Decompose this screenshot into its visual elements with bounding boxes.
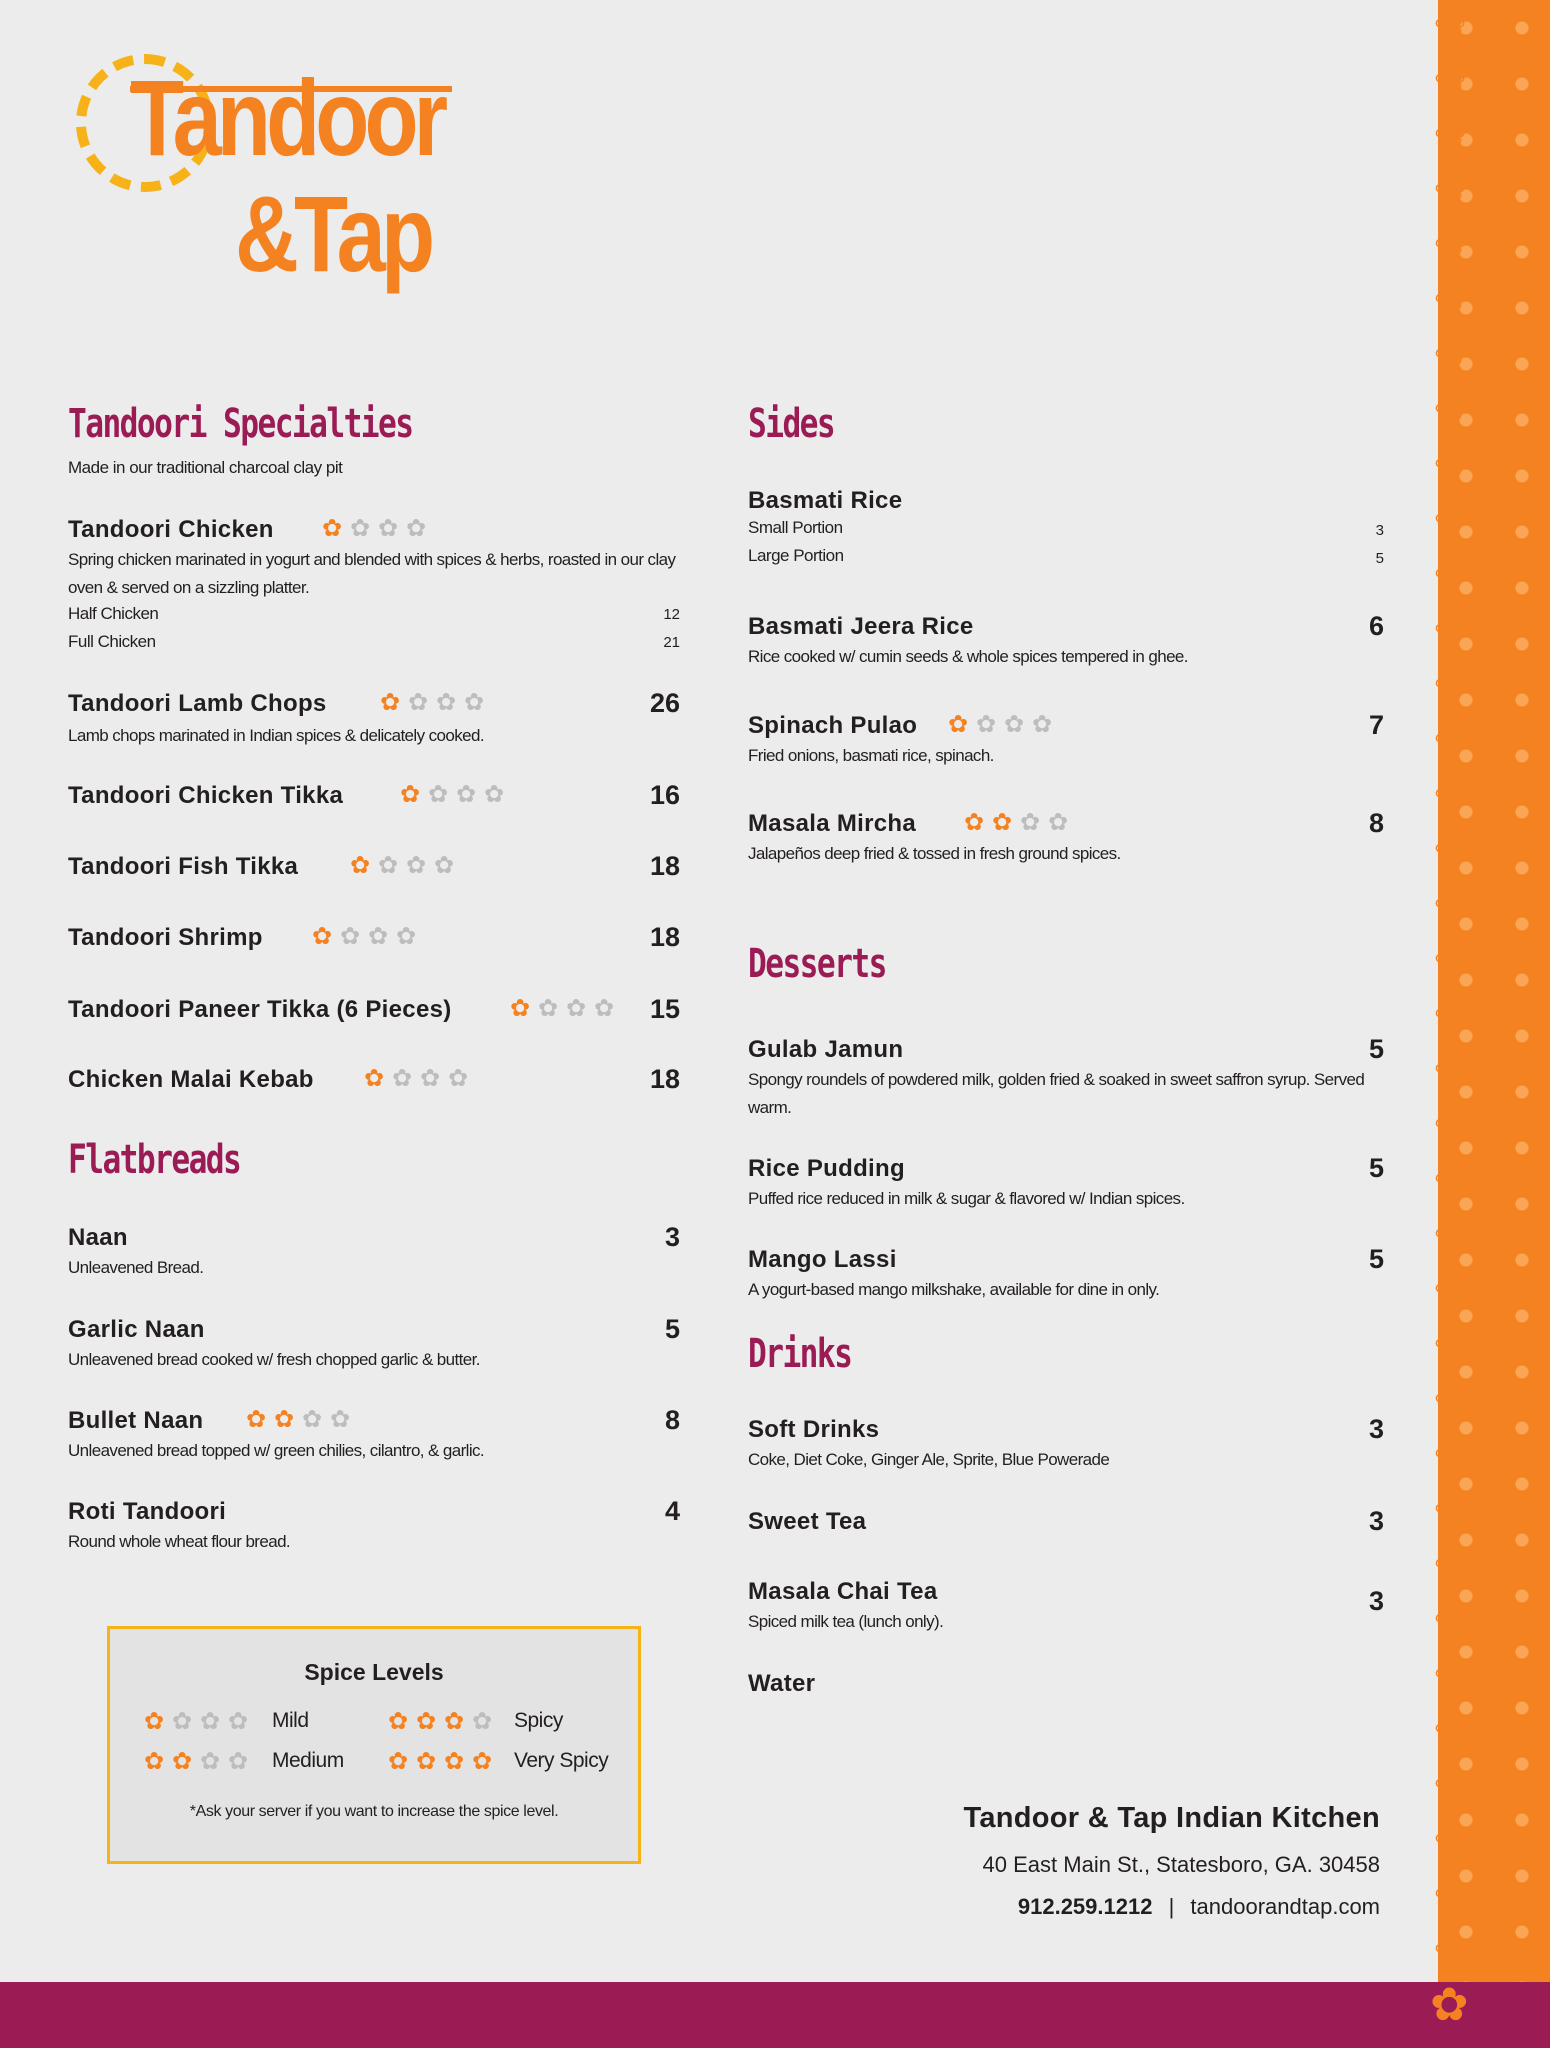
flower-ornament-icon: ❁ [1434,1817,1466,1861]
chili-filled-icon: ✿ [399,780,421,808]
flower-ornament-icon: ❁ [1434,1652,1466,1696]
menu-item-name: Masala Mircha [748,810,916,837]
section-subtitle-tandoori: Made in our traditional charcoal clay pit [68,458,343,477]
menu-item-description: A yogurt-based mango milkshake, available for dine in only. [748,1280,1160,1299]
spice-levels-legend [107,1626,641,1864]
menu-item-description: Spiced milk tea (lunch only). [748,1612,944,1631]
flower-ornament-icon: ❁ [1434,1157,1466,1201]
spice-level-indicator [378,690,490,716]
chili-empty-icon: ✿ [227,1707,249,1735]
chili-empty-icon: ✿ [377,851,399,879]
menu-item-price: 16 [649,780,680,810]
portion-price: 12 [663,606,680,623]
menu-item-description: Fried onions, basmati rice, spinach. [748,746,994,765]
flower-ornament-icon: ❁ [1434,1322,1466,1366]
chili-filled-icon: ✿ [311,922,333,950]
flower-ornament-icon: ❁ [1434,222,1466,266]
chili-empty-icon: ✿ [199,1747,221,1775]
menu-item-price: 15 [649,994,680,1024]
menu-item-name: Tandoori Chicken [68,516,274,543]
chili-empty-icon: ✿ [975,710,997,738]
flower-ornament-icon: ❁ [1434,1542,1466,1586]
chili-empty-icon: ✿ [447,1064,469,1092]
chili-filled-icon: ✿ [387,1747,409,1775]
section-title-desserts: Desserts [748,941,886,987]
menu-item-name: Basmati Rice [748,487,903,514]
logo-text-line2: &Tap [235,173,431,294]
section-title-sides: Sides [748,401,835,447]
menu-item-name: Spinach Pulao [748,712,918,739]
chili-empty-icon: ✿ [377,514,399,542]
flower-ornament-icon: ❁ [1434,772,1466,816]
chili-empty-icon: ✿ [419,1064,441,1092]
menu-item-name: Tandoori Chicken Tikka [68,782,344,809]
restaurant-logo [70,40,470,310]
phone-number[interactable]: 912.259.1212 [1017,1894,1153,1919]
legend-note: *Ask your server if you want to increase the spice level. [189,1803,559,1820]
menu-item-name: Tandoori Shrimp [68,924,263,951]
flower-ornament-icon: ❁ [1434,1102,1466,1146]
flower-ornament-icon: ❁ [1434,1047,1466,1091]
chili-empty-icon: ✿ [483,780,505,808]
flower-ornament-icon: ❁ [1434,552,1466,596]
menu-item-name: Roti Tandoori [68,1498,227,1525]
flower-ornament-icon: ❁ [1434,882,1466,926]
chili-empty-icon: ✿ [593,994,615,1022]
menu-item-price: 3 [1368,1506,1384,1536]
restaurant-contact [1018,1894,1380,1920]
chili-empty-icon: ✿ [391,1064,413,1092]
decorative-flower-strip [1428,0,1472,1990]
menu-item-price: 6 [1368,611,1384,641]
legend-label-very-spicy: Very Spicy [514,1749,609,1772]
portion-label: Large Portion [748,546,844,565]
spice-level-indicator [386,1749,498,1775]
flower-ornament-icon: ❁ [1434,442,1466,486]
menu-item-name: Chicken Malai Kebab [68,1066,314,1093]
chili-filled-icon: ✿ [171,1747,193,1775]
flower-ornament-icon: ❁ [1434,1267,1466,1311]
flower-ornament-icon: ✿ [1430,1977,1469,2031]
flower-ornament-icon: ❁ [1434,277,1466,321]
menu-item-description: Round whole wheat flour bread. [68,1532,291,1551]
flower-ornament-icon: ❁ [1434,167,1466,211]
chili-empty-icon: ✿ [427,780,449,808]
flower-ornament-icon: ❁ [1434,497,1466,541]
chili-empty-icon: ✿ [301,1405,323,1433]
chili-filled-icon: ✿ [443,1747,465,1775]
chili-empty-icon: ✿ [395,922,417,950]
chili-empty-icon: ✿ [435,688,457,716]
spice-level-indicator [244,1407,356,1433]
menu-item-name: Naan [68,1224,128,1251]
section-title-flatbreads: Flatbreads [68,1137,241,1183]
flower-ornament-icon: ❁ [1434,1212,1466,1256]
menu-item-name: Mango Lassi [748,1246,897,1273]
chili-filled-icon: ✿ [509,994,531,1022]
menu-item-price: 5 [1368,1153,1384,1183]
website-link[interactable]: tandoorandtap.com [1190,1894,1380,1919]
portion-label: Full Chicken [68,632,156,651]
spice-level-indicator [398,782,510,808]
spice-level-indicator [362,1066,474,1092]
chili-empty-icon: ✿ [405,851,427,879]
chili-empty-icon: ✿ [455,780,477,808]
restaurant-address: 40 East Main St., Statesboro, GA. 30458 [982,1852,1380,1877]
flower-ornament-icon: ❁ [1434,1432,1466,1476]
flower-ornament-icon: ❁ [1434,1872,1466,1916]
menu-item-price: 5 [664,1314,680,1344]
menu-item-name: Gulab Jamun [748,1036,904,1063]
chili-filled-icon: ✿ [349,851,371,879]
chili-empty-icon: ✿ [339,922,361,950]
legend-title: Spice Levels [304,1659,444,1685]
chili-filled-icon: ✿ [471,1747,493,1775]
menu-item-description: Spring chicken marinated in yogurt and blended with spices & herbs, roasted in our clay oven & served on a sizzling platter. [68,550,676,597]
flower-ornament-icon: ❁ [1434,1927,1466,1971]
flower-ornament-icon: ❁ [1434,1487,1466,1531]
chili-filled-icon: ✿ [991,808,1013,836]
chili-empty-icon: ✿ [1003,710,1025,738]
menu-item-description: Rice cooked w/ cumin seeds & whole spices tempered in ghee. [748,647,1188,666]
flower-ornament-icon: ❁ [1434,662,1466,706]
flower-ornament-icon: ❁ [1434,1597,1466,1641]
chili-filled-icon: ✿ [387,1707,409,1735]
menu-item-price: 8 [1368,808,1384,838]
menu-item-name: Soft Drinks [748,1416,880,1443]
section-title-drinks: Drinks [748,1331,852,1377]
legend-label-spicy: Spicy [514,1709,563,1732]
chili-filled-icon: ✿ [443,1707,465,1735]
menu-item-name: Rice Pudding [748,1155,905,1182]
chili-empty-icon: ✿ [433,851,455,879]
chili-empty-icon: ✿ [329,1405,351,1433]
spice-level-indicator [508,996,620,1022]
menu-item-name: Garlic Naan [68,1316,205,1343]
flower-ornament-icon: ❁ [1434,1707,1466,1751]
menu-item-name: Basmati Jeera Rice [748,613,974,640]
menu-item-description: Jalapeños deep fried & tossed in fresh ground spices. [748,844,1121,863]
chili-filled-icon: ✿ [363,1064,385,1092]
chili-empty-icon: ✿ [227,1747,249,1775]
chili-filled-icon: ✿ [379,688,401,716]
flower-ornament-icon: ❁ [1434,332,1466,376]
chili-empty-icon: ✿ [199,1707,221,1735]
legend-label-medium: Medium [272,1749,344,1772]
menu-item-description: Puffed rice reduced in milk & sugar & flavored w/ Indian spices. [748,1189,1185,1208]
flower-ornament-icon: ❁ [1434,717,1466,761]
portion-label: Half Chicken [68,604,159,623]
chili-empty-icon: ✿ [1047,808,1069,836]
chili-filled-icon: ✿ [321,514,343,542]
spice-level-indicator [142,1709,254,1735]
chili-empty-icon: ✿ [1019,808,1041,836]
menu-item-description: Unleavened Bread. [68,1258,204,1277]
flower-ornament-icon: ❁ [1434,827,1466,871]
chili-filled-icon: ✿ [273,1405,295,1433]
menu-item-description: Lamb chops marinated in Indian spices & delicately cooked. [68,726,484,745]
chili-filled-icon: ✿ [415,1747,437,1775]
chili-filled-icon: ✿ [963,808,985,836]
menu-item-name: Bullet Naan [68,1407,204,1434]
chili-empty-icon: ✿ [463,688,485,716]
menu-item-name: Tandoori Paneer Tikka (6 Pieces) [68,996,452,1023]
portion-price: 5 [1375,550,1384,567]
menu-item-description: Unleavened bread cooked w/ fresh chopped garlic & butter. [68,1350,480,1369]
flower-ornament-icon: ❁ [1434,387,1466,431]
menu-item-price: 5 [1368,1244,1384,1274]
chili-empty-icon: ✿ [407,688,429,716]
chili-empty-icon: ✿ [405,514,427,542]
menu-item-price: 26 [649,688,680,718]
menu-item-name: Masala Chai Tea [748,1578,938,1605]
menu-item-description: Unleavened bread topped w/ green chilies, cilantro, & garlic. [68,1441,485,1460]
flower-ornament-icon: ❁ [1434,57,1466,101]
spice-level-indicator [946,712,1058,738]
flower-ornament-icon: ❁ [1434,112,1466,156]
spice-level-indicator [962,810,1074,836]
menu-item-price: 4 [664,1496,680,1526]
spice-level-indicator [386,1709,498,1735]
contact-separator: | [1168,1894,1175,1919]
menu-item-description: Coke, Diet Coke, Ginger Ale, Sprite, Blue Powerade [748,1450,1110,1469]
footer-band [0,1977,1550,2048]
chili-filled-icon: ✿ [415,1707,437,1735]
portion-price: 3 [1375,522,1384,539]
flower-ornament-icon: ❁ [1434,937,1466,981]
menu-item-price: 18 [649,922,680,952]
chili-filled-icon: ✿ [143,1707,165,1735]
flower-ornament-icon: ❁ [1434,607,1466,651]
chili-empty-icon: ✿ [565,994,587,1022]
chili-empty-icon: ✿ [171,1707,193,1735]
menu-item-price: 8 [664,1405,680,1435]
menu-item-name: Water [748,1670,816,1697]
menu-item-price: 3 [1368,1586,1384,1616]
chili-filled-icon: ✿ [947,710,969,738]
menu-item-price: 7 [1368,710,1384,740]
menu-item-description: Spongy roundels of powdered milk, golden fried & soaked in sweet saffron syrup. Served warm. [748,1070,1365,1117]
flower-ornament-icon: ❁ [1434,1377,1466,1421]
menu-item-name: Sweet Tea [748,1508,867,1535]
menu-item-price: 5 [1368,1034,1384,1064]
chili-empty-icon: ✿ [1031,710,1053,738]
logo-text-line1: Tandoor [130,57,444,178]
section-title-tandoori: Tandoori Specialties [68,401,413,447]
restaurant-name: Tandoor & Tap Indian Kitchen [963,1802,1380,1834]
chili-empty-icon: ✿ [367,922,389,950]
spice-level-indicator [348,853,460,879]
flower-ornament-icon: ❁ [1434,1762,1466,1806]
chili-filled-icon: ✿ [143,1747,165,1775]
flower-ornament-icon: ❁ [1434,2,1466,46]
legend-label-mild: Mild [272,1709,309,1732]
portion-label: Small Portion [748,518,843,537]
spice-level-indicator [320,516,432,542]
menu-item-price: 3 [664,1222,680,1252]
menu-item-name: Tandoori Lamb Chops [68,690,327,717]
menu-item-name: Tandoori Fish Tikka [68,853,299,880]
chili-empty-icon: ✿ [471,1707,493,1735]
menu-item-price: 3 [1368,1414,1384,1444]
chili-filled-icon: ✿ [245,1405,267,1433]
flower-ornament-icon: ❁ [1434,992,1466,1036]
spice-level-indicator [310,924,422,950]
spice-level-indicator [142,1749,254,1775]
chili-empty-icon: ✿ [349,514,371,542]
menu-item-price: 18 [649,851,680,881]
menu-item-price: 18 [649,1064,680,1094]
chili-empty-icon: ✿ [537,994,559,1022]
portion-price: 21 [663,634,680,651]
